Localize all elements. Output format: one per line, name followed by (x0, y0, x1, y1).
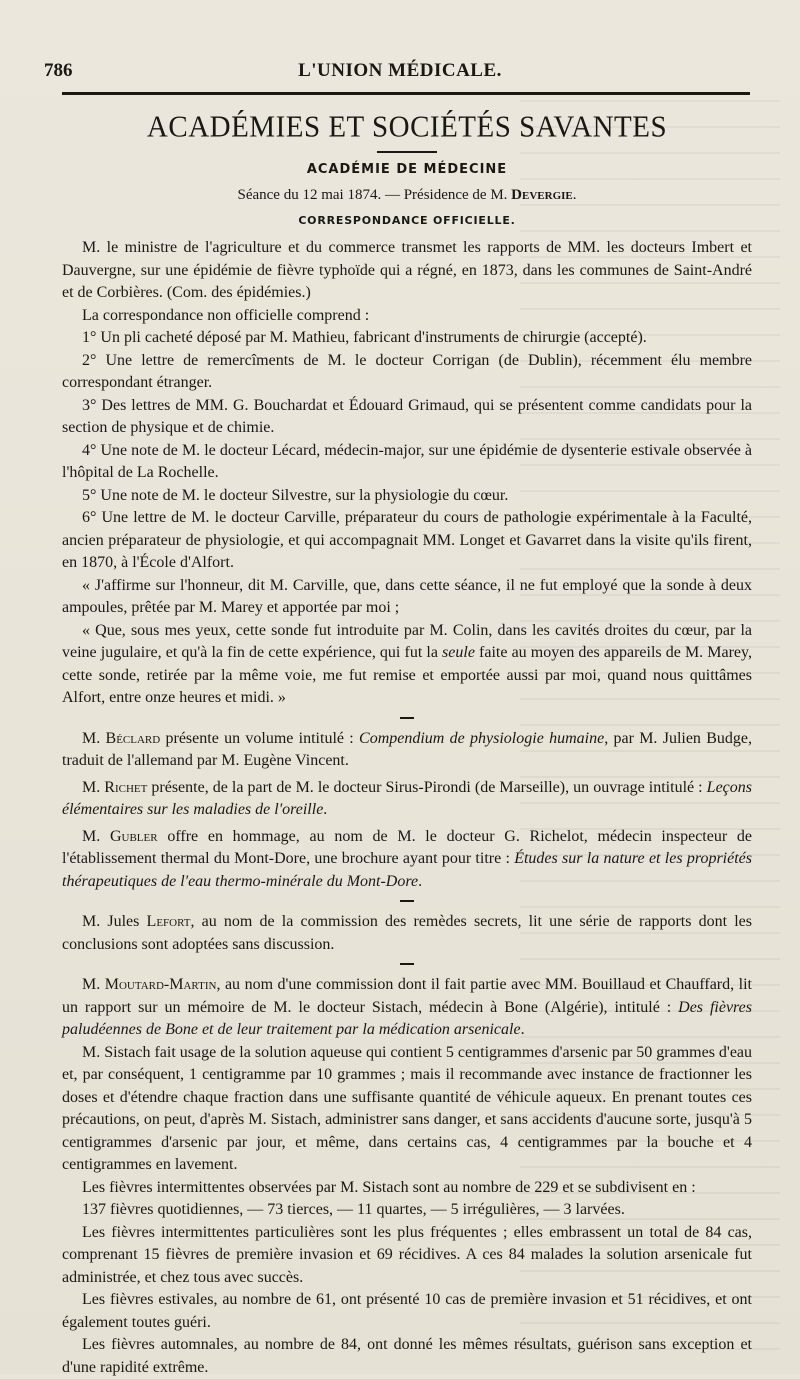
running-title: L'UNION MÉDICALE. (298, 60, 502, 81)
paragraph: Les fièvres automnales, au nombre de 84, ont donné les mêmes résultats, guérison sans exception et d'une rapidité extrême. (62, 1336, 752, 1376)
paragraph: M. Béclard présente un volume intitulé : Compendium de physiologie humaine, par M. Julien Budge, traduit de l'allemand par M. Eugène Vincent. (62, 729, 752, 769)
book-title: Leçons élémentaires sur les maladies de l'oreille (62, 778, 752, 818)
book-title: Compendium de physiologie humaine (359, 729, 605, 747)
paragraph: 2° Une lettre de remercîments de M. le docteur Corrigan (de Dublin), récemment élu membre correspondant étranger. (62, 351, 752, 391)
section-title: ACADÉMIE DE MÉDECINE (306, 162, 508, 177)
paragraph: M. Gubler offre en hommage, au nom de M. le docteur G. Richelot, médecin inspecteur de l'établissement thermal du Mont-Dore, une brochure ayant pour titre : Études sur la nature et les propriétés thérapeutiques de l'eau thermo-minérale du Mont-Dore. (62, 827, 753, 890)
book-title: Études sur la nature et les propriétés thérapeutiques de l'eau thermo-minérale du Mont-Dore (62, 850, 752, 890)
paragraph: M. Richet présente, de la part de M. le docteur Sirus-Pirondi (de Marseille), un ouvrage intitulé : Leçons élémentaires sur les maladies de l'oreille. (62, 778, 752, 818)
paragraph: M. Moutard-Martin, au nom d'une commission dont il fait partie avec MM. Bouillaud et Chauffard, lit un rapport sur un mémoire de M. le docteur Sistach, médecin à Bone (Algérie), intitulé : Des fièvres paludéennes de Bone et de leur traitement par la médication arsenicale. (62, 976, 753, 1038)
subsection-title: CORRESPONDANCE OFFICIELLE. (298, 214, 516, 227)
paragraph: La correspondance non officielle comprend : (82, 306, 370, 324)
title-rule (377, 151, 437, 153)
page-number: 786 (44, 60, 73, 81)
person-name: Gubler (109, 827, 158, 845)
paragraph: 137 fièvres quotidiennes, — 73 tierces, — 11 quartes, — 5 irrégulières, — 3 larvées. (82, 1201, 625, 1218)
paragraph: 1° Un pli cacheté déposé par M. Mathieu, fabricant d'instruments de chirurgie (accepté). (82, 329, 647, 346)
paragraph: M. Jules Lefort, au nom de la commission des remèdes secrets, lit une série de rapports dont les conclusions sont adoptées sans discussion. (62, 913, 752, 953)
paragraph: 6° Une lettre de M. le docteur Carville, préparateur du cours de pathologie expérimentale à la Faculté, ancien préparateur de physiologie, et qui accompagnait MM. Longet et Gavarret dans la visite qu'ils firent, en 1870, à l'École d'Alfort. (62, 509, 752, 571)
person-name: Lefort (146, 913, 191, 930)
person-name: Moutard-Martin (104, 976, 217, 993)
section-separator (400, 900, 414, 902)
article-body (62, 100, 752, 1379)
person-name: Béclard (105, 729, 161, 747)
paragraph: Les fièvres intermittentes particulières sont les plus fréquentes ; elles embrassent un total de 84 cas, comprenant 15 fièvres de première invasion et 69 récidives. A ces 84 malades la solution arsenicale fut administrée, et chez tous avec succès. (62, 1223, 752, 1286)
header-rule (62, 92, 750, 95)
quote-paragraph: « Que, sous mes yeux, cette sonde fut introduite par M. Colin, dans les cavités droites du cœur, par la veine jugulaire, et qu'à la fin de cette expérience, qui fut la seule faite au moyen des appareils de M. Marey, cette sonde, retirée par la même voie, me fut remise et emportée aussi par moi, quand nous quittâmes Alfort, entre onze heures et midi. » (62, 621, 752, 706)
session-line (62, 185, 752, 205)
paragraph: 4° Une note de M. le docteur Lécard, médecin-major, sur une épidémie de dysenterie estivale observée à l'hôpital de La Rochelle. (62, 441, 752, 481)
section-separator (400, 963, 414, 965)
session-prefix: Séance du 12 mai 1874. — Présidence de M. (237, 187, 512, 203)
memoir-title: Des fièvres paludéennes de Bone et de leur traitement par la médication arsenicale (62, 998, 753, 1038)
paragraph: M. le ministre de l'agriculture et du commerce transmet les rapports de MM. les docteurs Imbert et Dauvergne, sur une épidémie de fièvre typhoïde qui a régné, en 1873, dans les communes de Saint-André et de Corbières. (Com. des épidémies.) (62, 239, 752, 301)
session-suffix: . (572, 187, 577, 203)
paragraph: Les fièvres estivales, au nombre de 61, ont présenté 10 cas de première invasion et 51 récidives, et ont également toutes guéri. (62, 1291, 752, 1331)
paragraph: M. Sistach fait usage de la solution aqueuse qui contient 5 centigrammes d'arsenic par 50 grammes d'eau et, par conséquent, 1 centigramme par 10 grammes ; mais il recommande avec instance de fractionner les doses et d'étendre chaque fraction dans une suffisante quantité de véhicule aqueux. En prenant toutes ces précautions, on peut, d'après M. Sistach, administrer sans danger, et sans accidents d'aucune sorte, jusqu'à 5 centigrammes d'arsenic par jour, et même, dans certains cas, 4 centigrammes par la bouche et 4 centigrammes en lavement. (62, 1043, 753, 1173)
paragraph: 3° Des lettres de MM. G. Bouchardat et Édouard Grimaud, qui se présentent comme candidats pour la section de physique et de chimie. (62, 396, 752, 436)
person-name: Richet (104, 778, 148, 796)
paragraph: Les fièvres intermittentes observées par M. Sistach sont au nombre de 229 et se subdivisent en : (82, 1178, 696, 1196)
quote-paragraph: « J'affirme sur l'honneur, dit M. Carville, que, dans cette séance, il ne fut employé que la sonde à deux ampoules, prêtée par M. Marey et apportée par moi ; (62, 576, 752, 616)
main-title: ACADÉMIES ET SOCIÉTÉS SAVANTES (146, 110, 668, 144)
running-header (44, 60, 756, 88)
section-separator (400, 717, 414, 719)
session-president: Devergie (511, 187, 573, 203)
paragraph: 5° Une note de M. le docteur Silvestre, sur la physiologie du cœur. (82, 486, 509, 504)
